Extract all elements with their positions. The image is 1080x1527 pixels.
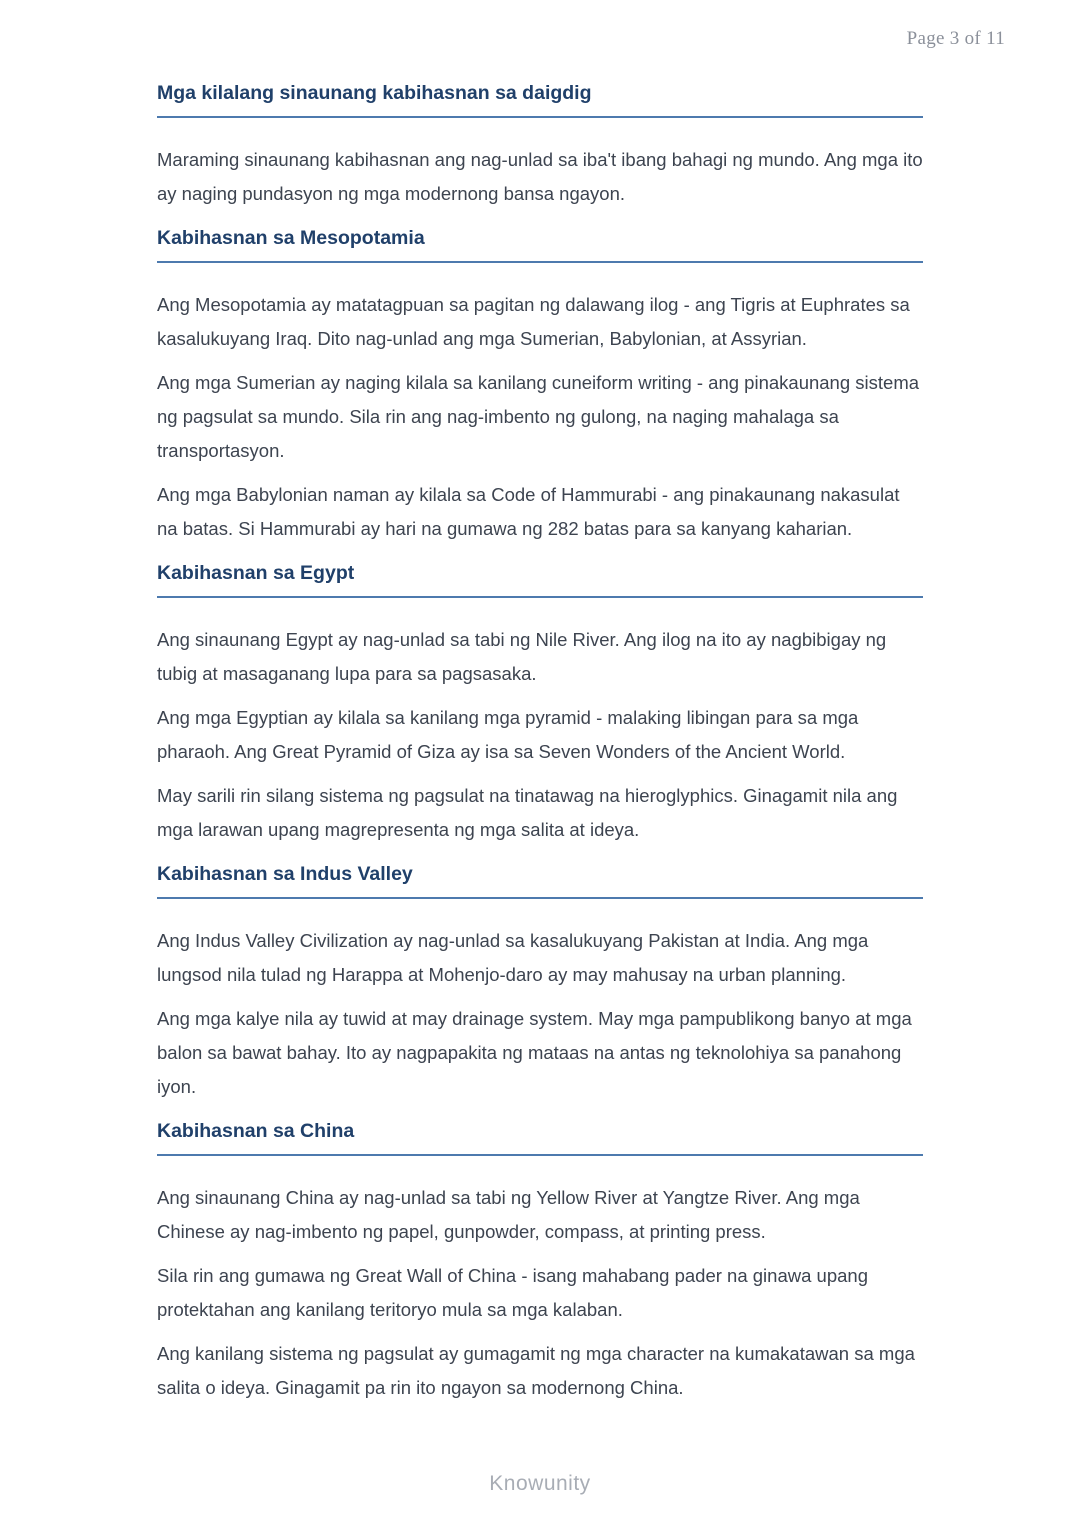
page-indicator: Page 3 of 11 [906,28,1005,49]
section-heading-indus-valley: Kabihasnan sa Indus Valley [157,863,413,885]
section-heading-china: Kabihasnan sa China [157,1120,355,1142]
section-paragraph: Ang mga Babylonian naman ay kilala sa Code of Hammurabi - ang pinakaunang nakasulat na batas. Si Hammurabi ay hari na gumawa ng 282 batas para sa kanyang kaharian. [157,484,900,539]
section-paragraph: Ang kanilang sistema ng pagsulat ay gumagamit ng mga character na kumakatawan sa mga salita o ideya. Ginagamit pa rin ito ngayon sa modernong China. [157,1343,915,1398]
section-paragraph: Ang mga kalye nila ay tuwid at may drainage system. May mga pampublikong banyo at mga balon sa bawat bahay. Ito ay nagpapakita ng mataas na antas ng teknolohiya sa panahong iyon. [157,1008,912,1097]
section-heading-mesopotamia: Kabihasnan sa Mesopotamia [157,227,425,249]
section-paragraph: Ang sinaunang Egypt ay nag-unlad sa tabi ng Nile River. Ang ilog na ito ay nagbibigay ng tubig at masaganang lupa para sa pagsasaka. [157,629,887,684]
section-rule [157,1154,923,1156]
section-rule [157,596,923,598]
section-paragraph: Ang Indus Valley Civilization ay nag-unlad sa kasalukuyang Pakistan at India. Ang mga lungsod nila tulad ng Harappa at Mohenjo-daro ay may mahusay na urban planning. [157,930,869,985]
title-rule [157,116,923,118]
section-paragraph: Sila rin ang gumawa ng Great Wall of China - isang mahabang pader na ginawa upang protektahan ang kanilang teritoryo mula sa mga kalaban. [157,1265,868,1320]
section-paragraph: Ang Mesopotamia ay matatagpuan sa pagitan ng dalawang ilog - ang Tigris at Euphrates sa kasalukuyang Iraq. Dito nag-unlad ang mga Sumerian, Babylonian, at Assyrian. [157,294,910,349]
section-rule [157,261,923,263]
section-heading-egypt: Kabihasnan sa Egypt [157,562,355,584]
footer-brand: Knowunity [489,1472,591,1495]
document-title: Mga kilalang sinaunang kabihasnan sa daigdig [157,82,592,104]
section-rule [157,897,923,899]
intro-paragraph: Maraming sinaunang kabihasnan ang nag-unlad sa iba't ibang bahagi ng mundo. Ang mga ito ay naging pundasyon ng mga modernong bansa ngayon. [157,149,923,204]
section-paragraph: Ang mga Sumerian ay naging kilala sa kanilang cuneiform writing - ang pinakaunang sistema ng pagsulat sa mundo. Sila rin ang nag-imbento ng gulong, na naging mahalaga sa transportasyon. [157,372,920,461]
section-paragraph: Ang mga Egyptian ay kilala sa kanilang mga pyramid - malaking libingan para sa mga pharaoh. Ang Great Pyramid of Giza ay isa sa Seven Wonders of the Ancient World. [157,707,859,762]
section-paragraph: Ang sinaunang China ay nag-unlad sa tabi ng Yellow River at Yangtze River. Ang mga Chinese ay nag-imbento ng papel, gunpowder, compass, at printing press. [157,1187,860,1242]
section-paragraph: May sarili rin silang sistema ng pagsulat na tinatawag na hieroglyphics. Ginagamit nila ang mga larawan upang magrepresenta ng mga salita at ideya. [157,785,898,840]
document-content [157,0,923,1415]
